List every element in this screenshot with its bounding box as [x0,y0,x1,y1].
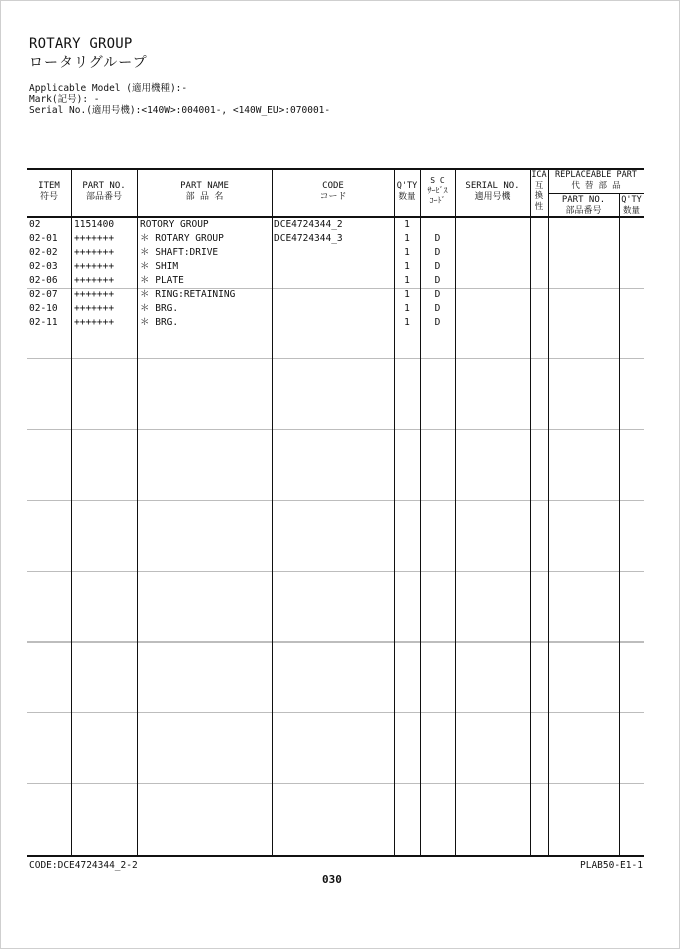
row-item: 02-10 [29,303,58,314]
row-qty: 1 [404,261,410,272]
row-part-no: 1151400 [74,219,115,230]
column-divider [71,168,72,857]
row-part-no: +++++++ [74,247,115,258]
column-divider [455,168,456,857]
row-part-no: +++++++ [74,275,115,286]
row-item: 02-01 [29,233,58,244]
row-separator [27,641,644,643]
row-sc: D [434,233,441,244]
footer-code: CODE:DCE4724344_2-2 [29,860,138,871]
row-separator [27,358,644,359]
row-part-name: ＊ RING:RETAINING [140,289,236,300]
column-divider [530,168,531,857]
header-replaceable-part: REPLACEABLE PART 代 替 部 品 [555,170,637,191]
row-separator [27,783,644,784]
row-code: DCE4724344_3 [274,233,343,244]
header-item: ITEM 符号 [38,181,60,202]
footer-reference: PLAB50-E1-1 [580,860,643,871]
row-separator [27,429,644,430]
row-part-no: +++++++ [74,303,115,314]
row-code: DCE4724344_2 [274,219,343,230]
row-sc: D [434,261,441,272]
parts-table [27,168,644,857]
header-part-no: PART NO. 部品番号 [82,181,126,202]
row-part-no: +++++++ [74,261,115,272]
page-number: 030 [322,873,342,886]
header-interchangeability: ICA 互 換 性 [531,170,547,212]
row-separator [27,500,644,501]
header-code: CODE コード [319,181,347,202]
column-divider [619,193,620,857]
row-qty: 1 [404,233,410,244]
row-item: 02 [29,219,41,230]
row-qty: 1 [404,275,410,286]
serial-number: Serial No.(適用号機):<140W>:004001-, <140W_EU>:070001- [29,105,331,116]
row-part-name: ＊ BRG. [140,317,179,328]
column-divider [548,168,549,857]
row-sc: D [434,247,441,258]
row-qty: 1 [404,247,410,258]
row-separator [27,712,644,713]
table-bottom-border [27,855,644,857]
title-english: ROTARY GROUP [29,36,133,52]
title-japanese: ロータリグループ [29,55,148,71]
row-part-no: +++++++ [74,317,115,328]
row-qty: 1 [404,219,410,230]
row-part-name: ＊ ROTARY GROUP [140,233,224,244]
row-separator [27,288,644,289]
row-item: 02-06 [29,275,58,286]
replaceable-sub-divider [548,193,644,194]
row-item: 02-02 [29,247,58,258]
row-sc: D [434,275,441,286]
row-qty: 1 [404,289,410,300]
row-separator [27,571,644,572]
row-part-name: ＊ BRG. [140,303,179,314]
row-part-no: +++++++ [74,233,115,244]
row-sc: D [434,289,441,300]
header-service-code: S C ｻｰﾋﾞｽ ｺｰﾄﾞ [427,176,448,205]
row-item: 02-03 [29,261,58,272]
header-replaceable-qty: Q'TY 数量 [621,195,642,216]
row-part-name: ROTORY GROUP [140,219,209,230]
row-part-no: +++++++ [74,289,115,300]
mark: Mark(記号): - [29,94,100,105]
header-serial-no: SERIAL NO. 適用号機 [465,181,520,202]
row-qty: 1 [404,303,410,314]
header-replaceable-part-no: PART NO. 部品番号 [561,195,606,216]
column-divider [137,168,138,857]
row-item: 02-11 [29,317,58,328]
applicable-model: Applicable Model (適用機種):- [29,83,188,94]
row-part-name: ＊ SHAFT:DRIVE [140,247,219,258]
column-divider [272,168,273,857]
header-part-name: PART NAME 部 品 名 [180,181,229,202]
row-item: 02-07 [29,289,58,300]
header-qty: Q'TY 数量 [396,181,418,202]
row-sc: D [434,317,441,328]
row-part-name: ＊ PLATE [140,275,184,286]
row-qty: 1 [404,317,410,328]
row-sc: D [434,303,441,314]
row-part-name: ＊ SHIM [140,261,179,272]
